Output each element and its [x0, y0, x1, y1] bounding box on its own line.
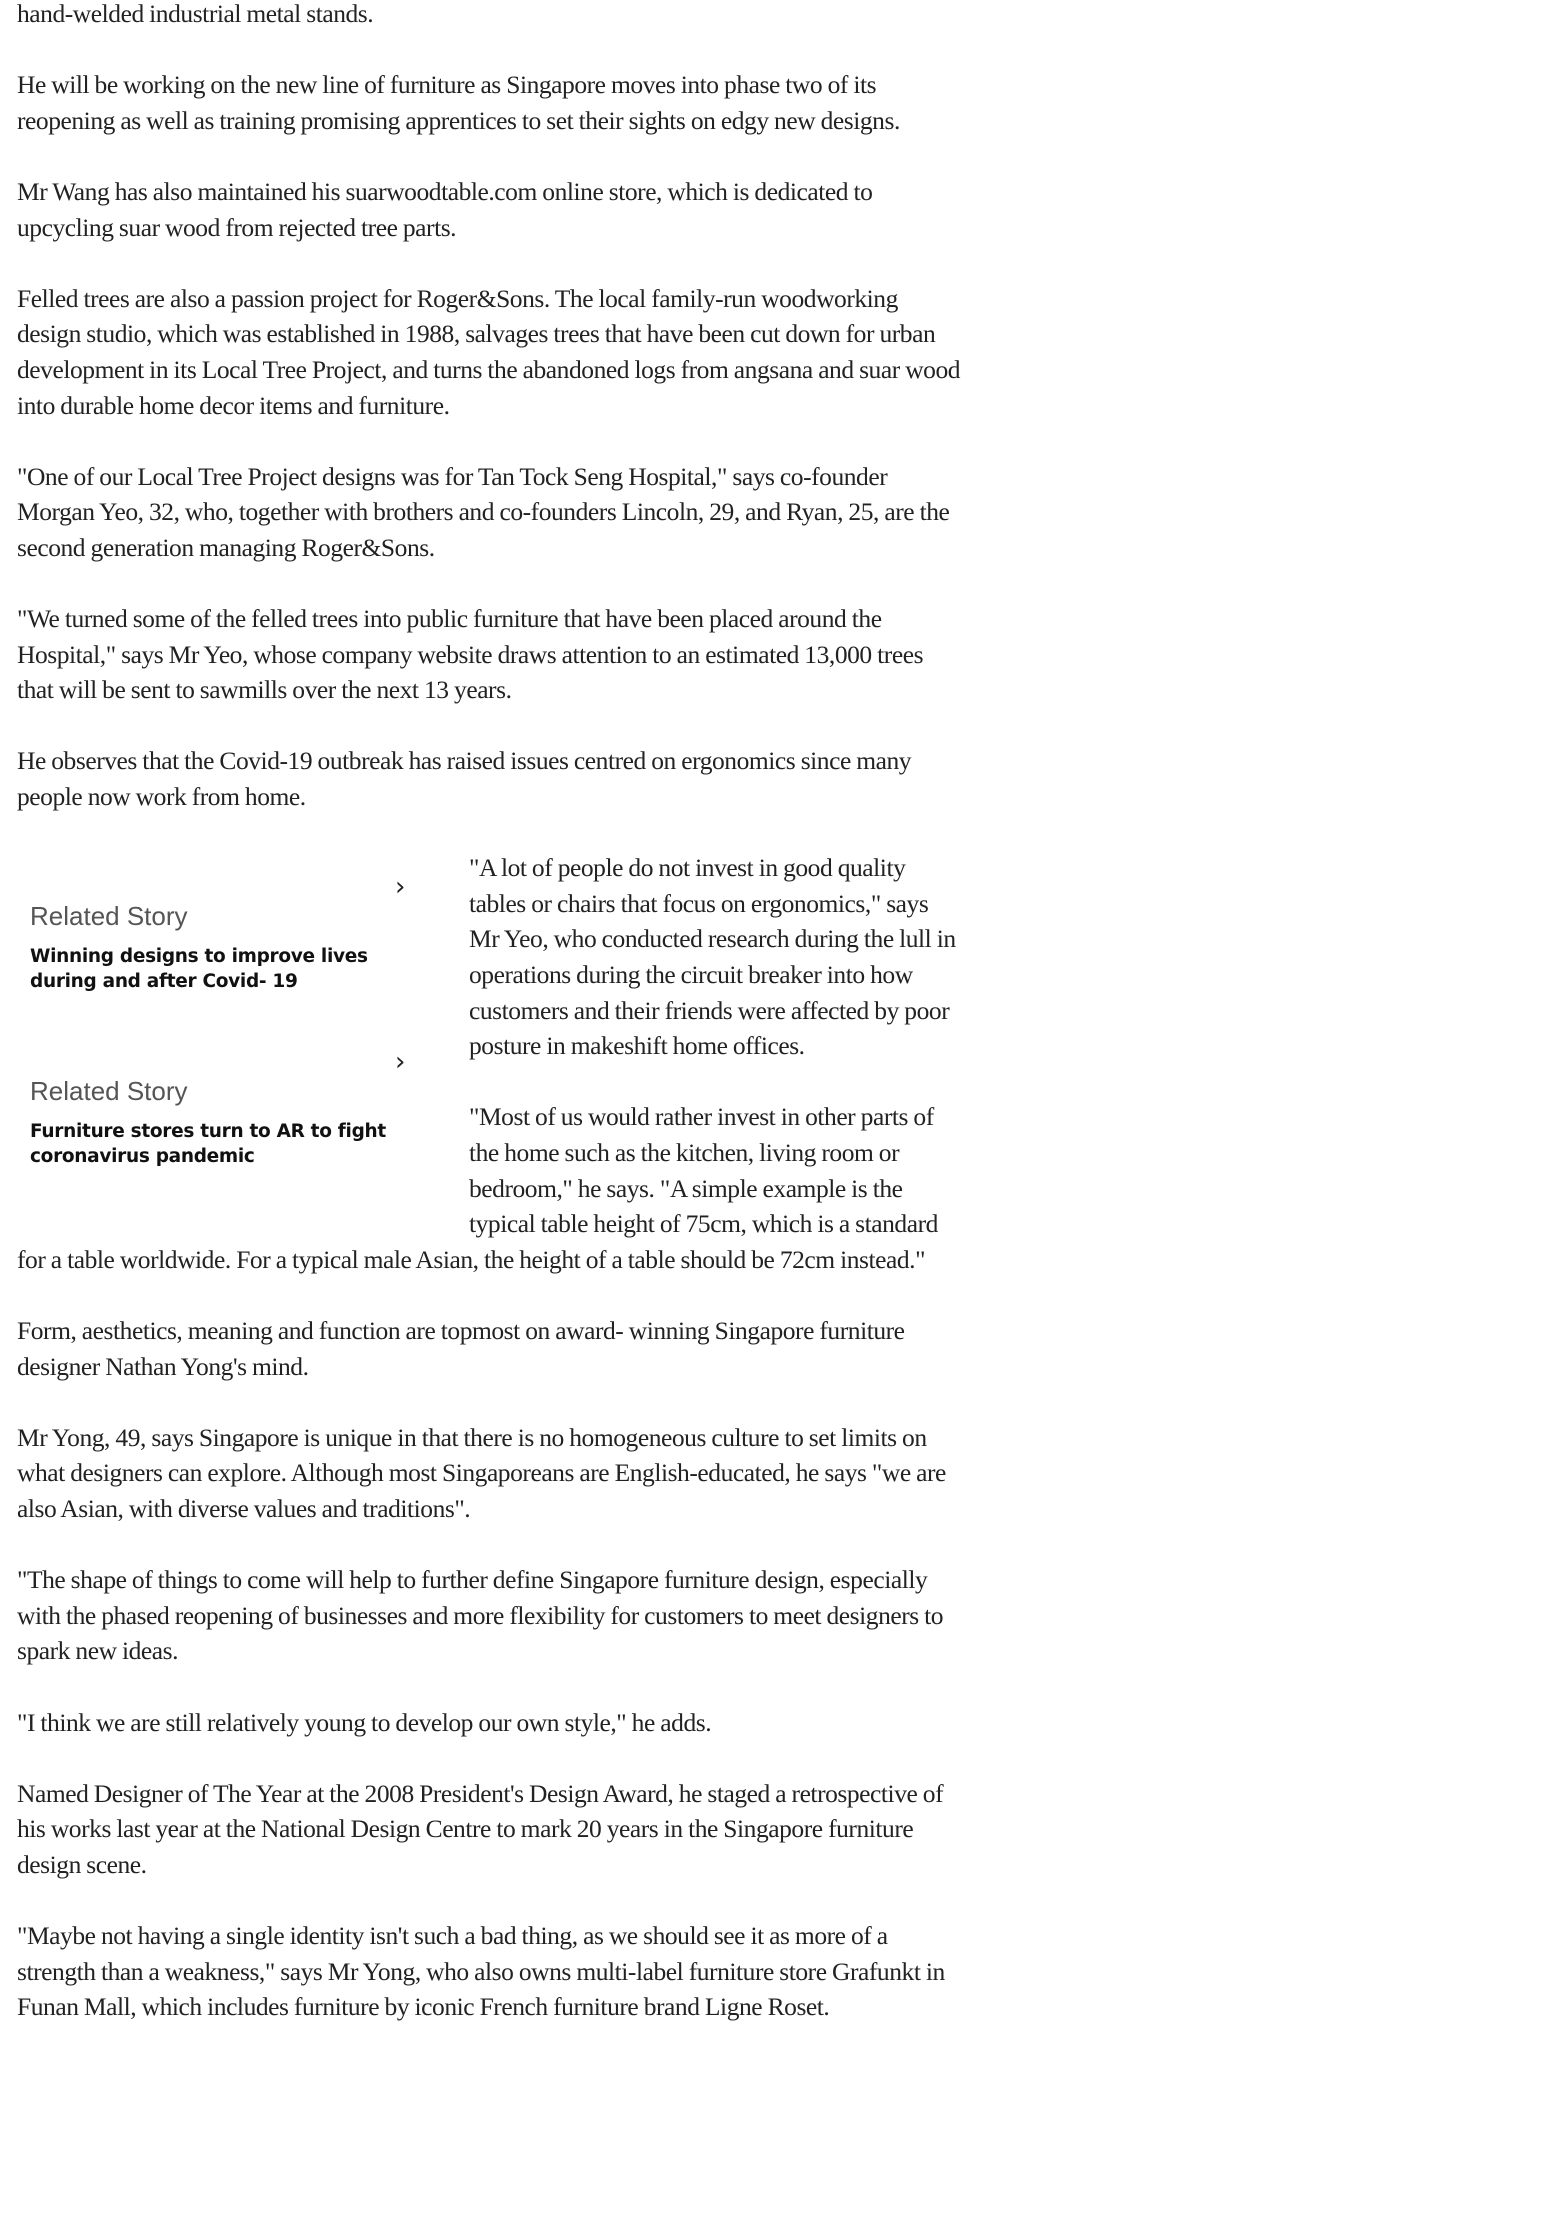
related-story-card[interactable] [17, 870, 437, 1045]
paragraph: "Maybe not having a single identity isn't such a bad thing, as we should see it as more of a strength than a weakness," says Mr Yong, who also owns multi-label furniture store Grafunkt in Funan Mall, which includes furniture by iconic French furniture brand Ligne Roset. [17, 1921, 945, 2022]
paragraph: Mr Wang has also maintained his suarwoodtable.com online store, which is dedicated to upcycling suar wood from rejected tree parts. [17, 176, 873, 242]
chevron-right-icon[interactable]: › [395, 1047, 405, 1078]
paragraph: "We turned some of the felled trees into public furniture that have been placed around the Hospital," says Mr Yeo, whose company website draws attention to an estimated 13,000 trees that will be sent to sawmills over the next 13 years. [17, 604, 924, 705]
paragraph: "I think we are still relatively young to develop our own style," he adds. [17, 1707, 712, 1737]
paragraph: "One of our Local Tree Project designs was for Tan Tock Seng Hospital," says co-founder Morgan Yeo, 32, who, together with brothers and co-founders Lincoln, 29, and Ryan, 25, are the second generation managing Roger&Sons. [17, 461, 950, 562]
related-story-link[interactable]: Furniture stores turn to AR to fight coronavirus pandemic [30, 1121, 386, 1168]
paragraph: He will be working on the new line of furniture as Singapore moves into phase two of its reopening as well as training promising apprentices to set their sights on edgy new designs. [17, 70, 900, 135]
paragraph: "A lot of people do not invest in good quality tables or chairs that focus on ergonomics," says Mr Yeo, who conducted research during the lull in operations during the circuit breaker into how customers and their friends were affected by poor posture in makeshift home offices. [469, 853, 956, 1061]
related-story-label: Related Story [30, 901, 188, 932]
paragraph: He observes that the Covid-19 outbreak has raised issues centred on ergonomics since many people now work from home. [17, 746, 912, 812]
paragraph: Felled trees are also a passion project for Roger&Sons. The local family-run woodworking design studio, which was established in 1988, salvages trees that have been cut down for urban development in its Local Tree Project, and turns the abandoned logs from angsana and suar wood into durable home decor items and furniture. [17, 283, 961, 420]
paragraph: Named Designer of The Year at the 2008 President's Design Award, he staged a retrospective of his works last year at the National Design Centre to mark 20 years in the Singapore furniture design scene. [17, 1778, 944, 1879]
chevron-right-icon[interactable]: › [395, 872, 405, 903]
related-stories [17, 870, 437, 1220]
paragraph: "Most of us would rather invest in other parts of the home such as the kitchen, living room or bedroom," he says. "A simple example is the typical table height of 75cm, which is a standard for a table worldwide. For a typical male Asian, the height of a table should be 72cm instead." [17, 1102, 938, 1274]
related-story-card[interactable] [17, 1045, 437, 1220]
paragraph: Form, aesthetics, meaning and function are topmost on award- winning Singapore furniture designer Nathan Yong's mind. [17, 1315, 905, 1381]
paragraph: hand-welded industrial metal stands. [17, 0, 374, 28]
paragraph: Mr Yong, 49, says Singapore is unique in that there is no homogeneous culture to set limits on what designers can explore. Although most Singaporeans are English-educated, he says "we are also Asian, with diverse values and traditions". [17, 1422, 946, 1523]
related-story-link[interactable]: Winning designs to improve lives during and after Covid- 19 [30, 946, 368, 993]
related-story-label: Related Story [30, 1076, 188, 1107]
article-body [17, 0, 962, 2060]
paragraph: "The shape of things to come will help to further define Singapore furniture design, especially with the phased reopening of businesses and more flexibility for customers to meet designers to spark new ideas. [17, 1565, 944, 1666]
